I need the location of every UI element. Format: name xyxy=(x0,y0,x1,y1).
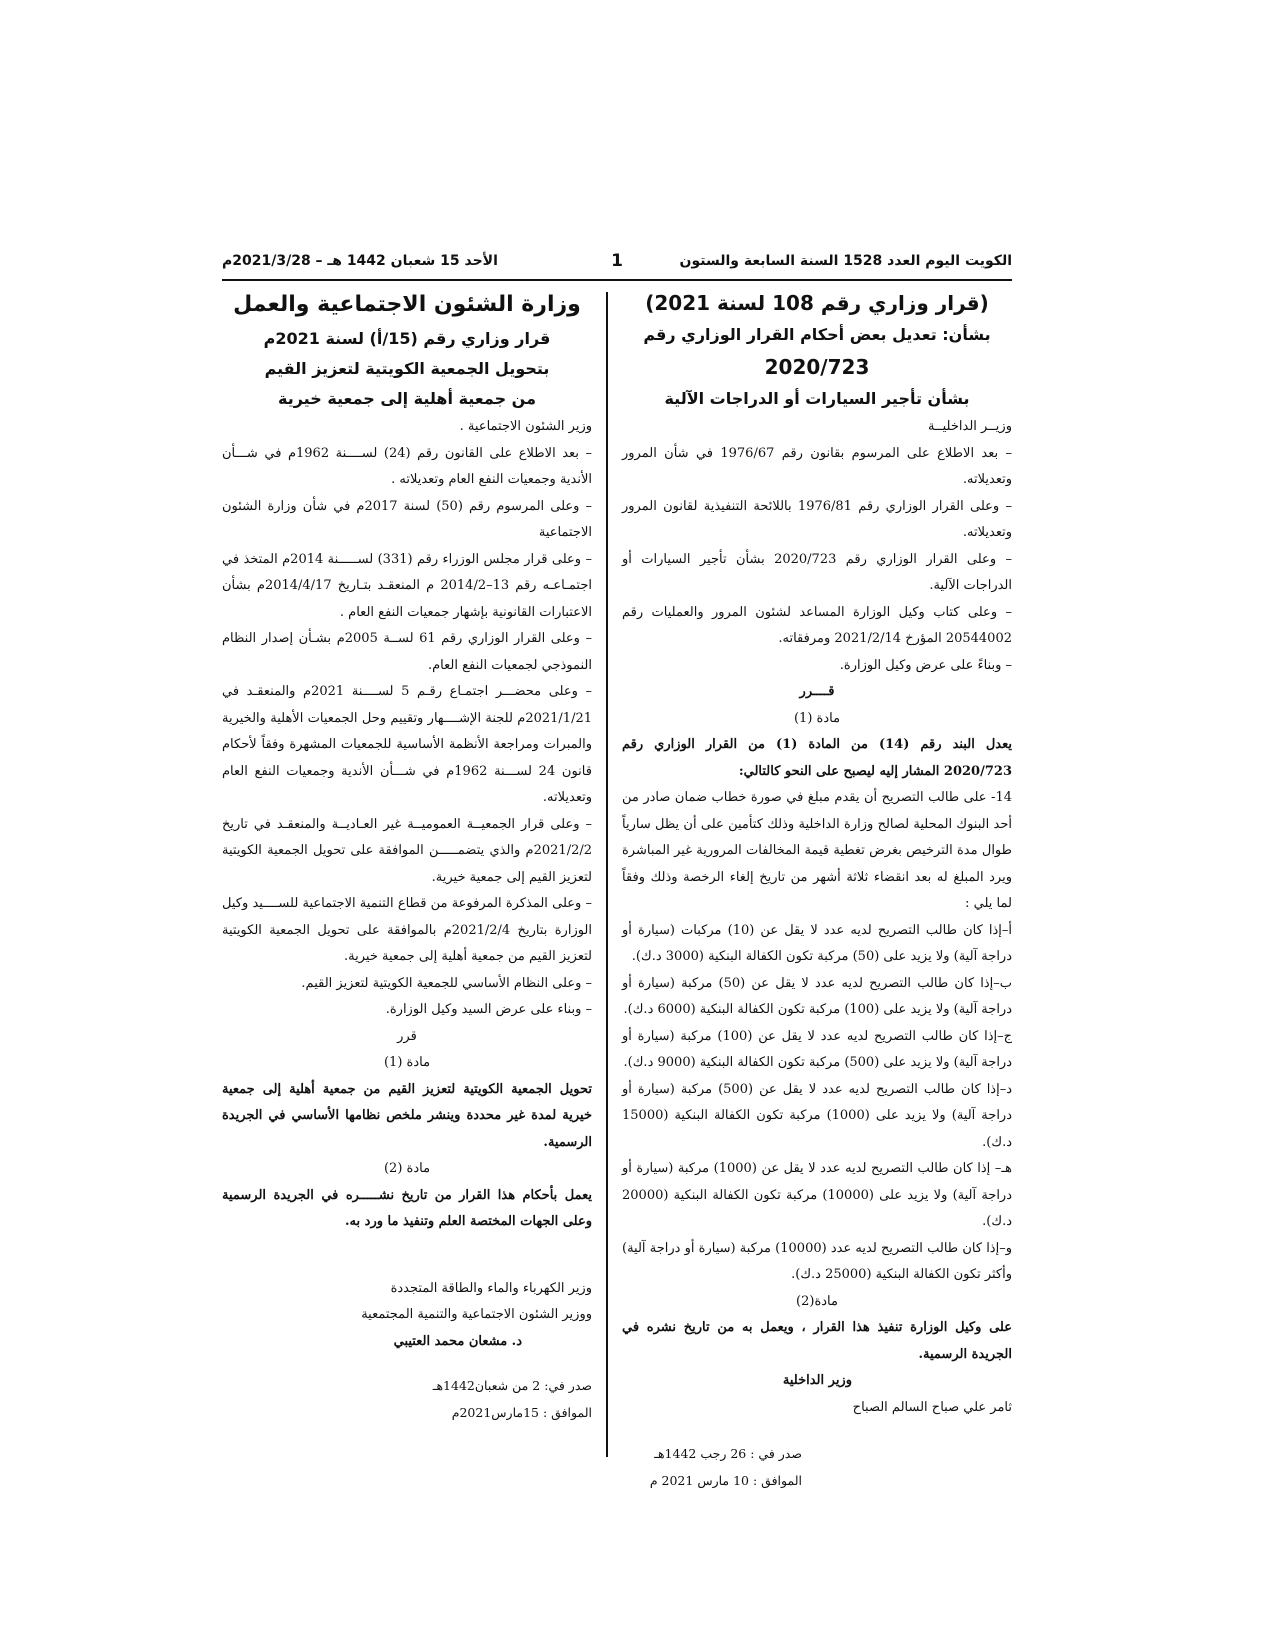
clause-text: 14- على طالب التصريح أن يقدم مبلغ في صورة خطاب ضمان صادر من أحد البنوك المحلية لصالح وزارة الداخلية وذلك كتأمين على أن يظل سارياً طوال مدة الترخيص بغرض تغطية قيمة المخالفات المرورية غير المباشرة ويرد المبلغ له بعد انقضاء ثلاثة أشهر من تاريخ إلغاء الرخصة وذلك وفقاً لما يلي : xyxy=(622,790,1012,911)
decree-heading: قــــرر xyxy=(799,684,835,699)
ministry-heading: وزارة الشئون الاجتماعية والعمل xyxy=(233,292,581,317)
preamble-item: – وعلى القرار الوزاري رقم 61 لســة 2005م بشـأن إصدار النظام النموذجي لجمعيات النفع العام. xyxy=(222,631,592,673)
preamble-item: – وعلى المرسوم رقم (50) لسنة 2017م في شأن وزارة الشئون الاجتماعية xyxy=(222,498,592,540)
signatory-title: ووزير الشئون الاجتماعية والتنمية المجتمعية xyxy=(361,1307,592,1322)
clause-item: ج–إذا كان طالب التصريح لديه عدد لا يقل عن (100) مركبة (سيارة أو دراجة آلية) ولا يزيد على (500) مركبة تكون الكفالة البنكية (9000 د.ك). xyxy=(622,1028,1013,1070)
article-heading: مادة(2) xyxy=(796,1293,838,1309)
preamble-item: – وعلى النظام الأساسي للجمعية الكويتية لتعزيز القيم. xyxy=(301,975,592,991)
page-number: 1 xyxy=(611,251,623,271)
decision-title: (قرار وزاري رقم 108 لسنة 2021) xyxy=(645,291,989,315)
decision-title: قرار وزاري رقم (15/أ) لسنة 2021م xyxy=(263,329,551,348)
preamble-item: – وعلى محضـــر اجتمـاع رقـم 5 لســــنة 2021م والمنعقـد في 2021/1/21م للجنة الإشــــهار وتقييم وحل الجمعيات الأهلية والخيرية والمبرات ومراجعة الأنظمة الأساسية للجمعيات المشهرة وفقاً لأحكام قانون 24 لســـنة 1962م في شـــأن الأندية وجمعيات النفع العام وتعديلاته. xyxy=(222,684,592,805)
preamble-item: – وبناء على عرض السيد وكيل الوزارة. xyxy=(385,1002,592,1017)
decision-108-column xyxy=(622,286,1012,1494)
article-heading: مادة (1) xyxy=(383,1055,431,1070)
article-text: تحويل الجمعية الكويتية لتعزيز القيم من جمعية أهلية إلى جمعية خيرية لمدة غير محددة وينشر ملخص نظامها الأساسي في الجريدة الرسمية. xyxy=(222,1081,592,1150)
decision-subject: بتحويل الجمعية الكويتية لتعزيز القيم xyxy=(264,359,550,378)
signatory-name: ثامر علي صباح السالم الصباح xyxy=(852,1399,1012,1415)
signatory-title: وزير الداخلية xyxy=(782,1373,852,1388)
corresponding-date: الموافق : 15مارس2021م xyxy=(451,1404,592,1420)
clause-item: ب–إذا كان طالب التصريح لديه عدد لا يقل عن (50) مركبة (سيارة أو دراجة آلية) ولا يزيد على (100) مركبة تكون الكفالة البنكية (6000 د.ك). xyxy=(622,975,1013,1017)
clause-item: هـ– إذا كان طالب التصريح لديه عدد لا يقل عن (1000) مركبة (سيارة أو دراجة آلية) ولا يزيد على (10000) مركبة تكون الكفالة البنكية (20000 د.ك). xyxy=(622,1161,1013,1229)
preamble-item: – بعد الاطلاع على المرسوم بقانون رقم 1976/67 في شأن المرور وتعديلاته. xyxy=(622,445,1012,487)
signatory-name: د. مشعان محمد العتيبي xyxy=(393,1333,522,1349)
preamble-item: – بعد الاطلاع على القانون رقم (24) لســــنة 1962م في شـــأن الأندية وجمعيات النفع العام وتعديلاته . xyxy=(222,445,592,487)
preamble-item: – وعلى قرار الجمعيــة العموميــة غير العـاديــة والمنعقـد في تاريخ 2021/2/2م والذي يتضمـــــن الموافقة على تحويل الجمعية الكويتية لتعزيز القيم إلى جمعية خيرية. xyxy=(222,816,592,885)
preamble-item: – وعلى كتاب وكيل الوزارة المساعد لشئون المرور والعمليات رقم 20544002 المؤرخ 2021/2/14 ومرفقاته. xyxy=(622,604,1012,646)
clause-item: د–إذا كان طالب التصريح لديه عدد لا يقل عن (500) مركبة (سيارة أو دراجة آلية) ولا يزيد على (1000) مركبة تكون الكفالة البنكية (15000 د.ك). xyxy=(622,1081,1012,1150)
preamble-item: – وبناءً على عرض وكيل الوزارة. xyxy=(839,657,1012,673)
issued-date: صدر في: 2 من شعبان1442هـ xyxy=(432,1378,592,1393)
signature-block xyxy=(222,1276,592,1356)
header-date: الأحد 15 شعبان 1442 هـ – 2021/3/28م xyxy=(222,253,498,269)
decree-heading: قرر xyxy=(397,1028,417,1044)
decision-subject-topic: بشأن تأجير السيارات أو الدراجات الآلية xyxy=(664,389,970,408)
preamble-item: – وعلى القرار الوزاري رقم 2020/723 بشأن تأجير السيارات أو الدراجات الآلية. xyxy=(622,551,1012,593)
preamble-item: – وعلى قرار مجلس الوزراء رقم (331) لســـــنة 2014م المتخذ في اجتمـاعـه رقم 13–2014/2 م المنعقـد بتـاريخ 2014/4/17م بشأن الاعتبارات القانونية بإشهار جمعيات النفع العام . xyxy=(222,551,592,620)
article-text: يعدل البند رقم (14) من المادة (1) من القرار الوزاري رقم 2020/723 المشار إليه ليصبح على النحو كالتالي: xyxy=(622,737,1012,779)
issuer-line: وزيــر الداخليــة xyxy=(928,419,1012,434)
article-heading: مادة (1) xyxy=(793,710,841,726)
decision-subject: بشأن: تعديل بعض أحكام القرار الوزاري رقم xyxy=(643,325,991,344)
article-heading: مادة (2) xyxy=(383,1161,431,1176)
clause-item: أ–إذا كان طالب التصريح لديه عدد لا يقل عن (10) مركبات (سيارة أو دراجة آلية) ولا يزيد على (50) مركبة تكون الكفالة البنكية (3000 د.ك). xyxy=(622,922,1013,964)
signatory-title: وزير الكهرباء والماء والطاقة المتجددة xyxy=(390,1280,592,1296)
preamble-item: – وعلى المذكرة المرفوعة من قطاع التنمية الاجتماعية للســــيد وكيل الوزارة بتاريخ 2021/2/4م بالموافقة على تحويل الجمعية الكويتية لتعزيز القيم من جمعية أهلية إلى جمعية خيرية. xyxy=(222,896,593,964)
issue-date-block xyxy=(622,1441,1012,1494)
decision-15a-column xyxy=(222,286,592,1426)
issued-date: صدر في : 26 رجب 1442هـ xyxy=(654,1446,802,1461)
clause-item: و–إذا كان طالب التصريح لديه عدد (10000) مركبة (سيارة أو دراجة آلية) وأكثر تكون الكفالة البنكية (25000 د.ك). xyxy=(622,1240,1012,1282)
decision-subject-number: 2020/723 xyxy=(764,355,870,379)
header-issue-info: الكويت اليوم العدد 1528 السنة السابعة والستون xyxy=(679,253,1012,269)
header-divider xyxy=(222,279,1012,281)
column-divider xyxy=(606,292,608,1457)
article-text: يعمل بأحكام هذا القرار من تاريخ نشـــــره في الجريدة الرسمية وعلى الجهات المختصة العلم وتنفيذ ما ورد به. xyxy=(222,1187,592,1229)
decision-subject-detail: من جمعية أهلية إلى جمعية خيرية xyxy=(278,389,536,408)
article-text: على وكيل الوزارة تنفيذ هذا القرار ، ويعمل به من تاريخ نشره في الجريدة الرسمية. xyxy=(622,1320,1012,1362)
corresponding-date: الموافق : 10 مارس 2021 م xyxy=(649,1472,802,1488)
preamble-item: – وعلى القرار الوزاري رقم 1976/81 باللائحة التنفيذية لقانون المرور وتعديلاته. xyxy=(622,498,1012,540)
issuer-line: وزير الشئون الاجتماعية . xyxy=(459,419,592,434)
issue-date-block xyxy=(222,1373,592,1426)
page-header xyxy=(222,251,1012,277)
